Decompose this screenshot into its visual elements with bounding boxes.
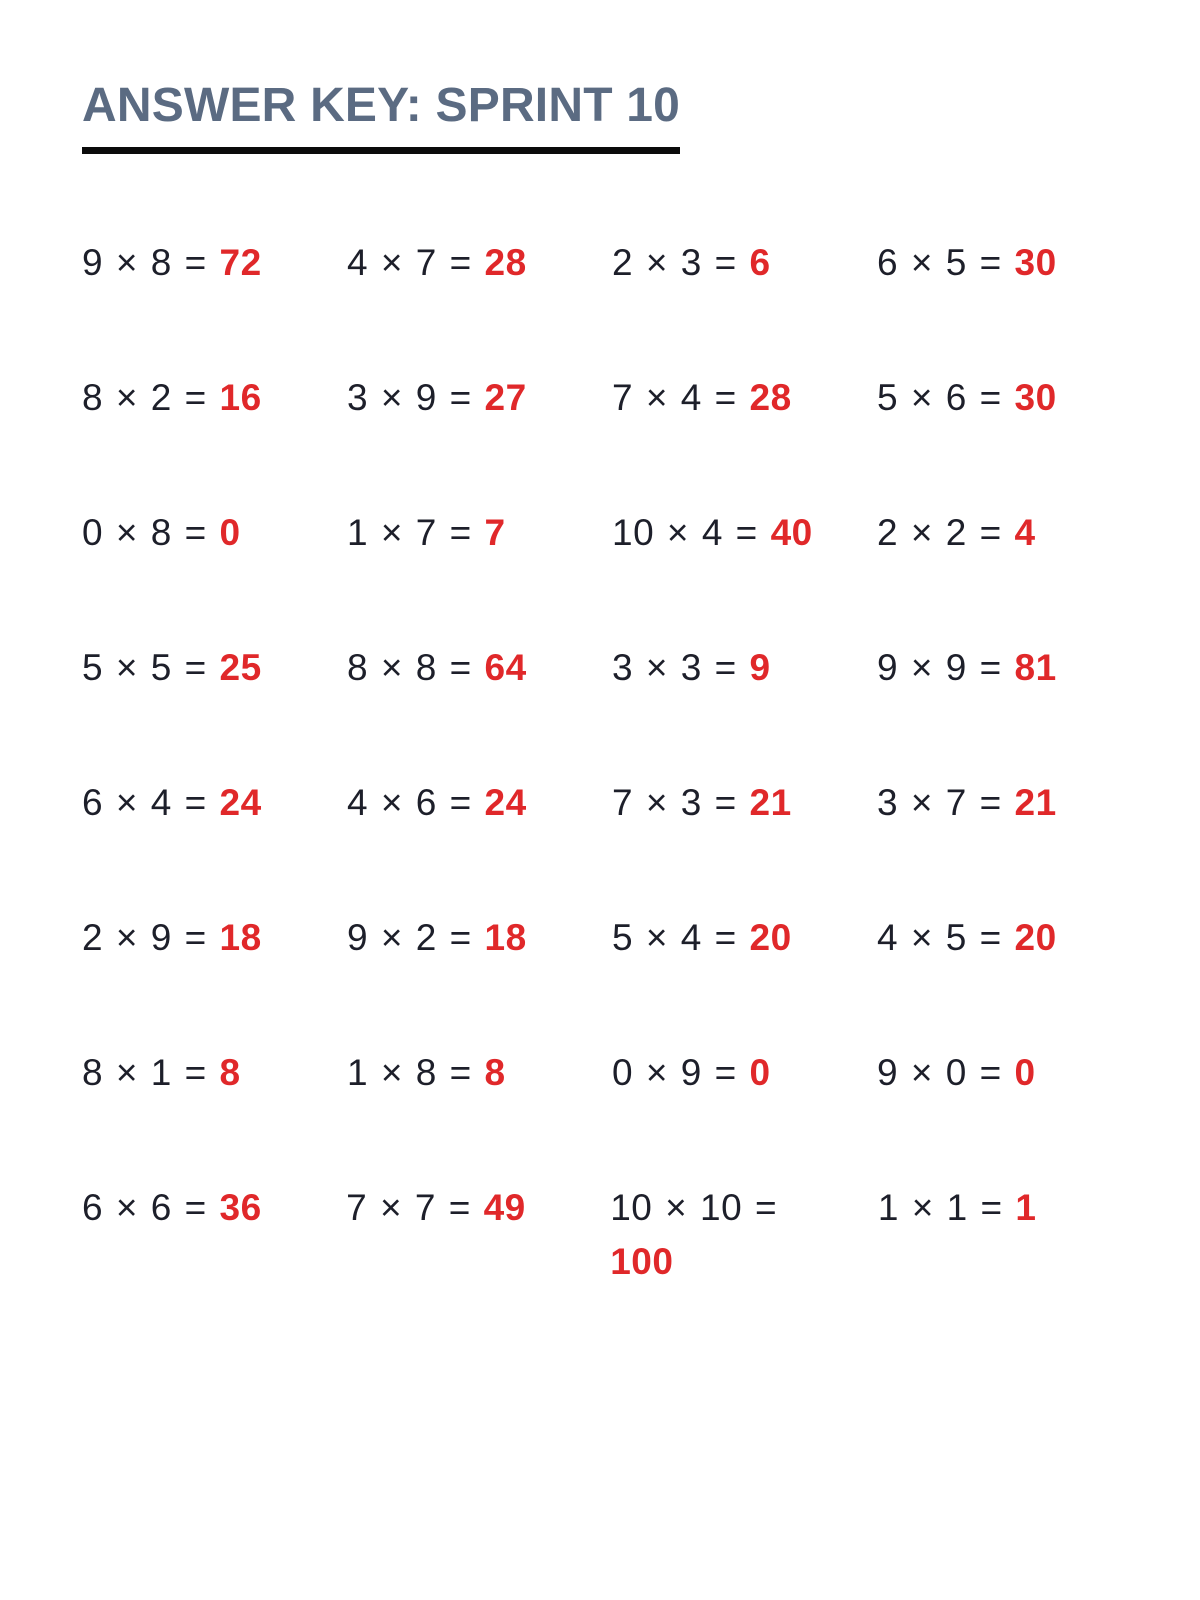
problem-item: [82, 1181, 346, 1316]
problem-expression: 6 × 4 =: [82, 782, 207, 824]
problem-expression: 4 × 6 =: [347, 782, 472, 824]
problem-expression: 1 × 8 =: [347, 1052, 472, 1094]
problem-expression: 9 × 0 =: [877, 1052, 1002, 1094]
problem-item: [612, 371, 877, 506]
problem-item: [612, 776, 877, 911]
problem-expression: 10 × 10 =: [610, 1187, 778, 1229]
answer-value: 20: [749, 917, 792, 959]
problem-expression: 5 × 5 =: [82, 647, 207, 689]
answer-value: 16: [219, 377, 262, 419]
problem-expression: 9 × 2 =: [347, 917, 472, 959]
problem-expression: 7 × 3 =: [612, 782, 737, 824]
title-underline: [82, 78, 680, 154]
answer-key-sheet: [82, 78, 1142, 1316]
answer-value: 30: [1014, 242, 1057, 284]
problem-item: [347, 641, 612, 776]
problem-expression: 6 × 5 =: [877, 242, 1002, 284]
answer-value: 28: [749, 377, 792, 419]
problem-item: [612, 641, 877, 776]
problem-item: [82, 1046, 347, 1181]
problem-expression: 7 × 4 =: [612, 377, 737, 419]
answer-value: 49: [483, 1187, 526, 1229]
answer-value: 25: [219, 647, 262, 689]
answer-value: 9: [749, 647, 771, 689]
answer-value: 4: [1014, 512, 1036, 554]
problem-item: [347, 236, 612, 371]
problem-item: [347, 371, 612, 506]
problem-item: [877, 236, 1142, 371]
answer-value: 8: [484, 1052, 506, 1094]
answer-value: 100: [610, 1241, 674, 1283]
answer-value: 27: [484, 377, 527, 419]
problem-expression: 2 × 2 =: [877, 512, 1002, 554]
problem-row: [82, 1046, 1142, 1181]
answer-value: 21: [1014, 782, 1057, 824]
problem-expression: 10 × 4 =: [612, 512, 758, 554]
answer-value: 24: [484, 782, 527, 824]
answer-value: 7: [484, 512, 506, 554]
answer-value: 81: [1014, 647, 1057, 689]
problem-item: [82, 776, 347, 911]
problem-item: [347, 776, 612, 911]
problem-expression: 4 × 7 =: [347, 242, 472, 284]
answer-value: 30: [1014, 377, 1057, 419]
answer-value: 8: [219, 1052, 241, 1094]
problem-item: [612, 236, 877, 371]
answer-value: 72: [219, 242, 262, 284]
problem-expression: 2 × 9 =: [82, 917, 207, 959]
answer-value: 40: [770, 512, 813, 554]
problem-item: [612, 911, 877, 1046]
problem-expression: 6 × 6 =: [82, 1187, 207, 1229]
problem-item: [878, 1181, 1142, 1316]
problem-expression: 9 × 8 =: [82, 242, 207, 284]
answer-value: 0: [1014, 1052, 1036, 1094]
answer-value: 18: [484, 917, 527, 959]
answer-value: 0: [749, 1052, 771, 1094]
problem-item: [82, 236, 347, 371]
problem-expression: 8 × 8 =: [347, 647, 472, 689]
problem-item: [612, 1046, 877, 1181]
problem-item: [347, 911, 612, 1046]
problem-row: [82, 641, 1142, 776]
problem-item: [610, 1181, 801, 1316]
problem-expression: 0 × 8 =: [82, 512, 207, 554]
problem-item: [82, 371, 347, 506]
problem-grid: [82, 236, 1142, 1316]
problem-item: [877, 776, 1142, 911]
problem-expression: 3 × 9 =: [347, 377, 472, 419]
problem-row: [82, 236, 1142, 371]
page-title: ANSWER KEY: SPRINT 10: [82, 79, 681, 132]
problem-item: [877, 1046, 1142, 1181]
problem-expression: 8 × 2 =: [82, 377, 207, 419]
problem-expression: 3 × 7 =: [877, 782, 1002, 824]
answer-value: 20: [1014, 917, 1057, 959]
problem-expression: 4 × 5 =: [877, 917, 1002, 959]
problem-item: [347, 506, 612, 641]
problem-expression: 1 × 7 =: [347, 512, 472, 554]
problem-item: [877, 641, 1142, 776]
problem-expression: 1 × 1 =: [877, 1187, 1003, 1229]
answer-value: 28: [484, 242, 527, 284]
problem-item: [82, 506, 347, 641]
problem-item: [877, 506, 1142, 641]
answer-value: 1: [1015, 1187, 1037, 1229]
problem-item: [347, 1046, 612, 1181]
answer-value: 36: [219, 1187, 262, 1229]
problem-expression: 2 × 3 =: [612, 242, 737, 284]
problem-row: [82, 506, 1142, 641]
problem-item: [877, 371, 1142, 506]
problem-item: [82, 641, 347, 776]
answer-value: 0: [219, 512, 241, 554]
problem-expression: 7 × 7 =: [346, 1187, 471, 1229]
problem-row: [82, 1181, 1142, 1316]
problem-item: [346, 1181, 610, 1316]
problem-row: [82, 911, 1142, 1046]
answer-value: 6: [749, 242, 771, 284]
problem-expression: 5 × 4 =: [612, 917, 737, 959]
problem-expression: 3 × 3 =: [612, 647, 737, 689]
problem-item: [877, 911, 1142, 1046]
problem-row: [82, 776, 1142, 911]
problem-row: [82, 371, 1142, 506]
answer-value: 18: [219, 917, 262, 959]
problem-item: [82, 911, 347, 1046]
problem-expression: 8 × 1 =: [82, 1052, 207, 1094]
problem-item: [612, 506, 877, 641]
problem-expression: 9 × 9 =: [877, 647, 1002, 689]
problem-expression: 0 × 9 =: [612, 1052, 737, 1094]
answer-value: 21: [749, 782, 792, 824]
answer-value: 24: [219, 782, 262, 824]
answer-value: 64: [484, 647, 527, 689]
problem-expression: 5 × 6 =: [877, 377, 1002, 419]
